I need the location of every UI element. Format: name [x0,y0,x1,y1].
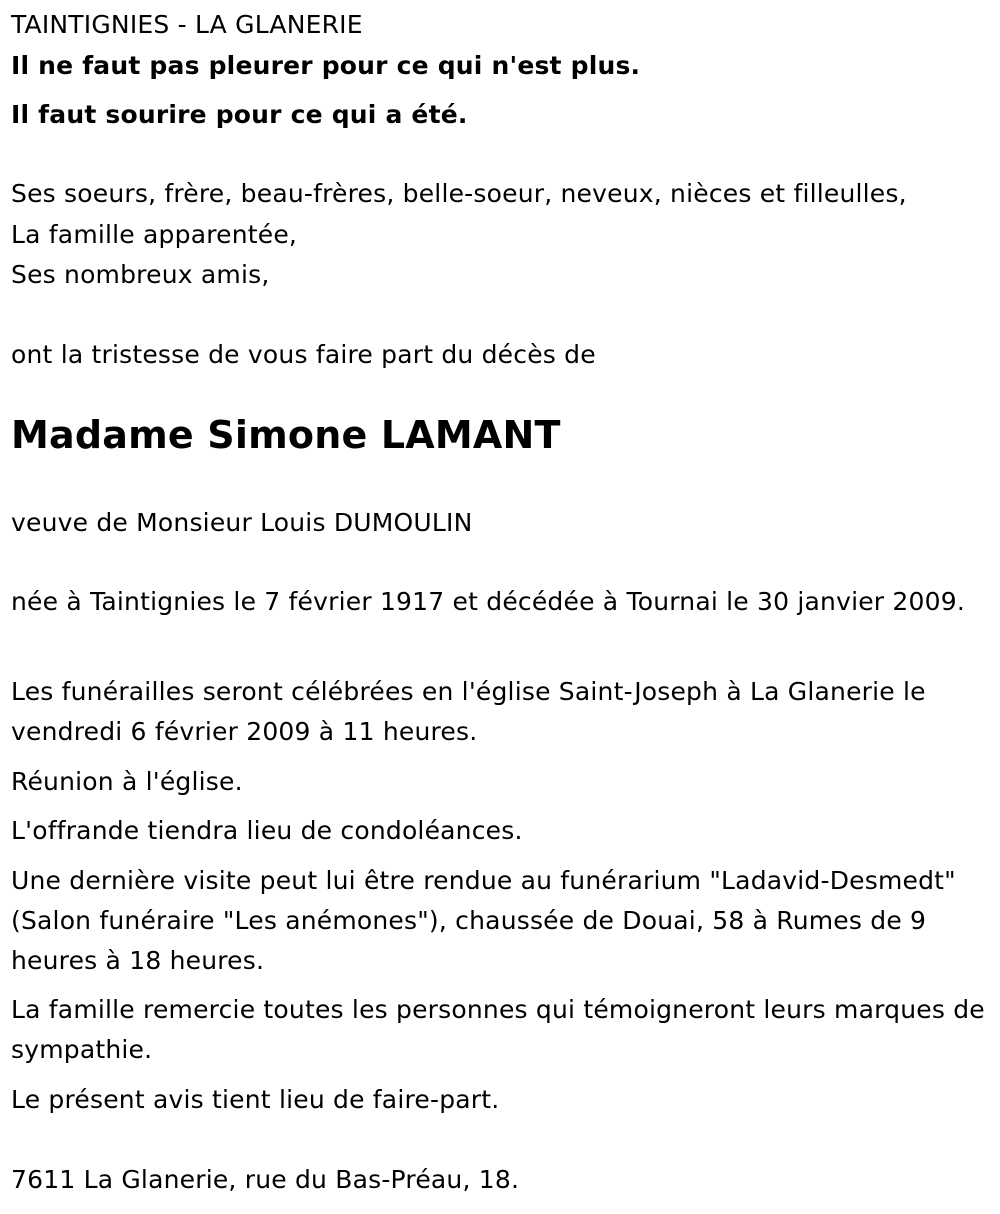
thanks-text: La famille remercie toutes les personnes qui témoigneront leurs marques de sympathie. [11,995,985,1064]
birth-death-text: née à Taintignies le 7 février 1917 et décédée à Tournai le 30 janvier 2009. [11,587,965,616]
announcement-text: ont la tristesse de vous faire part du décès de [11,340,596,369]
family-line-1: Ses soeurs, frère, beau-frères, belle-soeur, neveux, nièces et filleulles, [11,179,907,208]
location-heading: TAINTIGNIES - LA GLANERIE [11,10,363,39]
quote-line-1: Il ne faut pas pleurer pour ce qui n'est plus. [11,51,641,80]
family-line-3: Ses nombreux amis, [11,260,270,289]
meeting-text: Réunion à l'église. [11,767,243,796]
funeral-text: Les funérailles seront célébrées en l'église Saint-Joseph à La Glanerie le vendredi 6 février 2009 à 11 heures. [11,677,926,746]
quote-line-2: Il faut sourire pour ce qui a été. [11,100,468,129]
widow-of-text: veuve de Monsieur Louis DUMOULIN [11,508,473,537]
visit-text: Une dernière visite peut lui être rendue au funérarium "Ladavid-Desmedt" (Salon funéraire "Les anémones"), chaussée de Douai, 58 à Rumes de 9 heures à 18 heures. [11,866,956,975]
family-address: 7611 La Glanerie, rue du Bas-Préau, 18. [11,1165,520,1194]
notice-text: Le présent avis tient lieu de faire-part. [11,1085,500,1114]
family-line-2: La famille apparentée, [11,220,298,249]
deceased-name: Madame Simone LAMANT [11,413,561,457]
offering-text: L'offrande tiendra lieu de condoléances. [11,816,523,845]
